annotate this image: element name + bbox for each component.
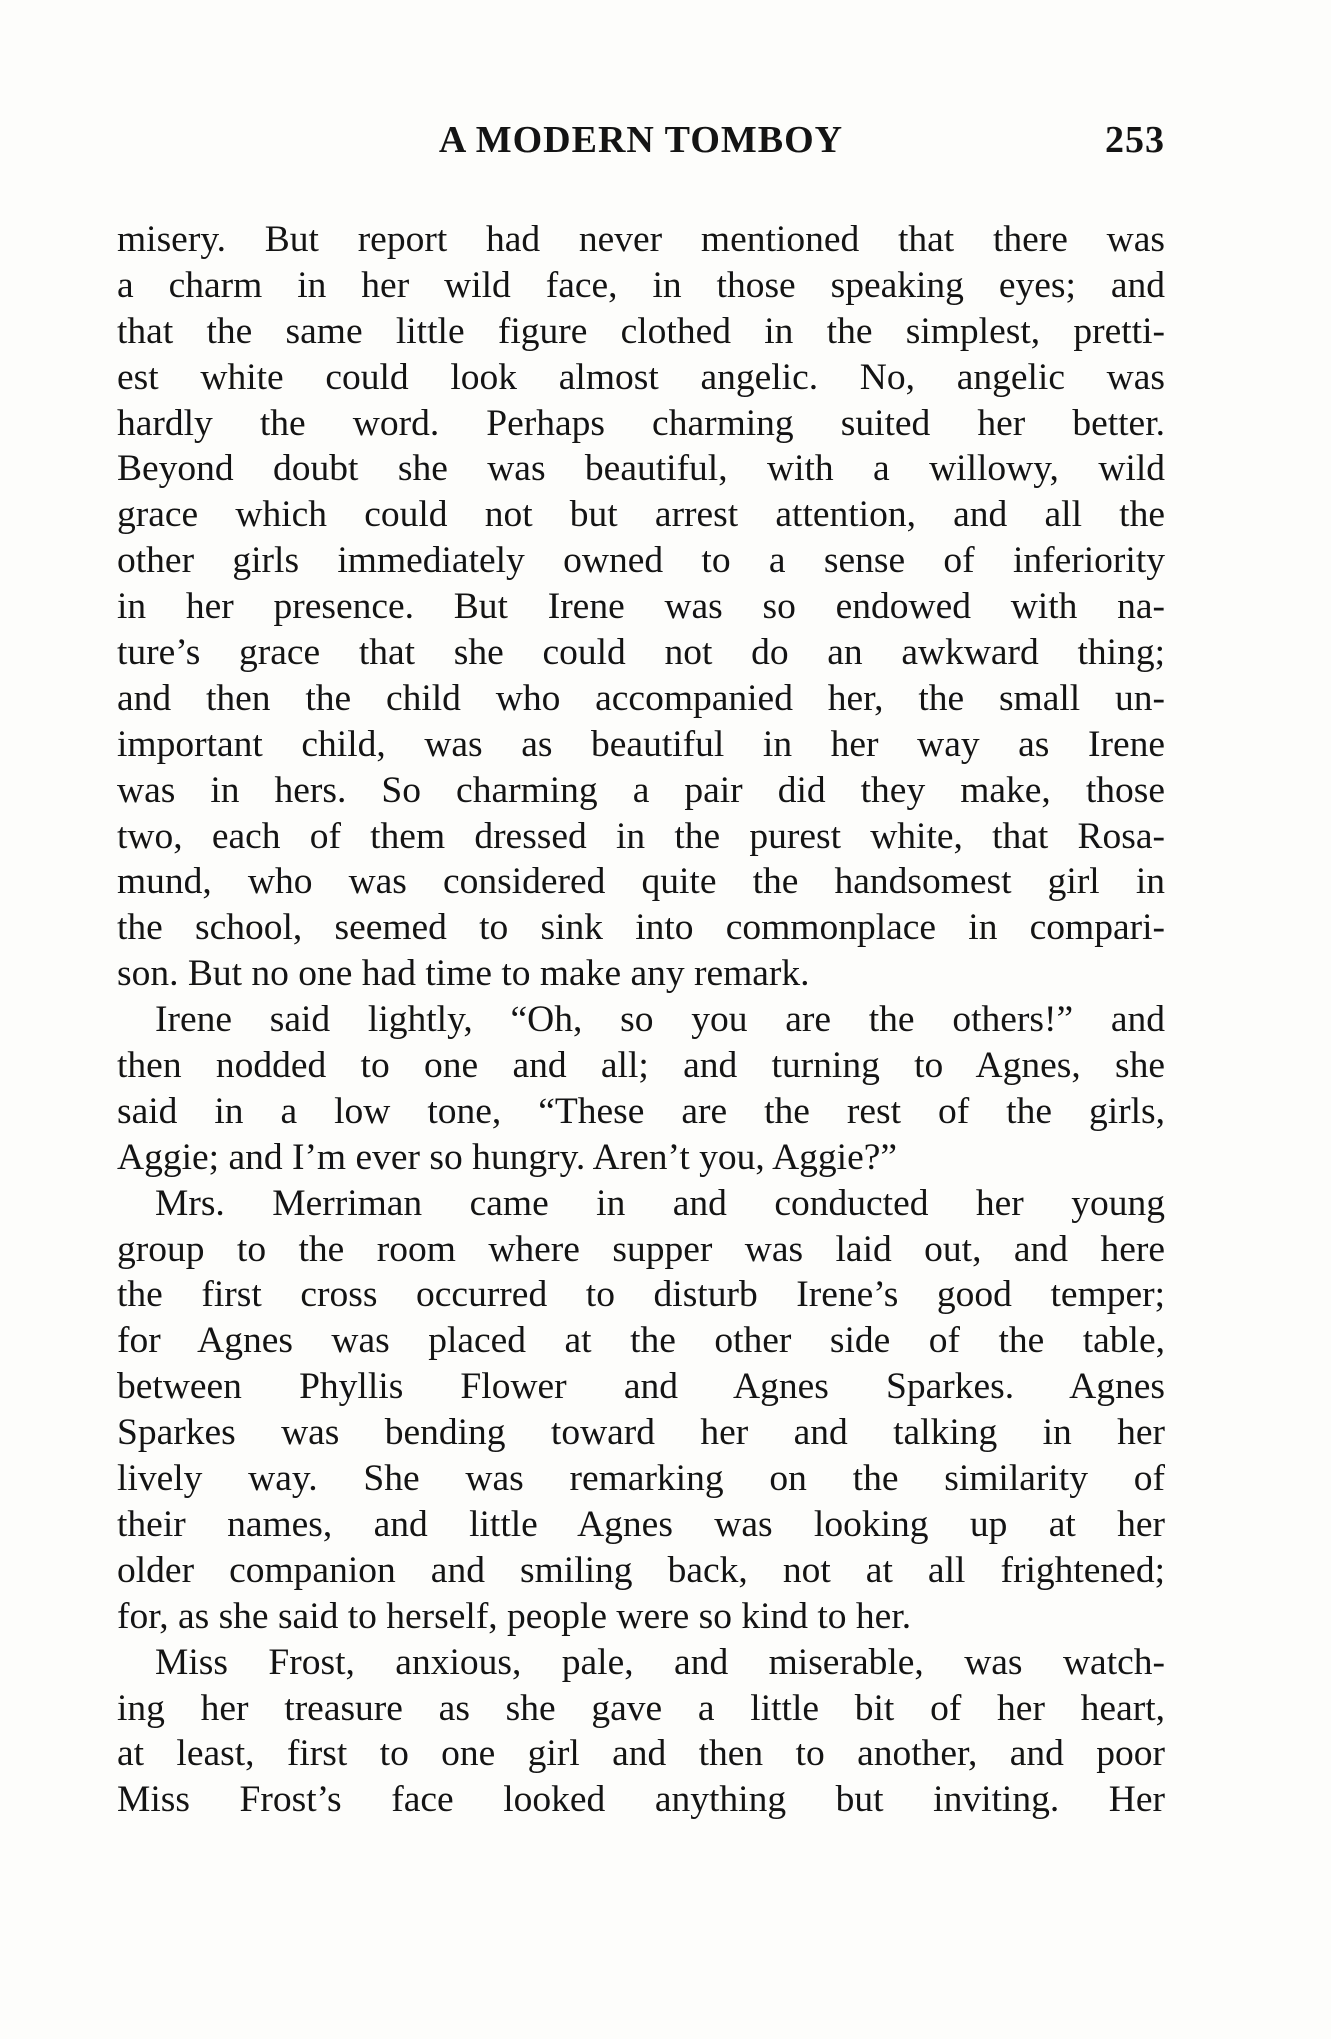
text-line: was in hers. So charming a pair did they make, those [117,769,1165,811]
text-line: then nodded to one and all; and turning to Agnes, she [117,1045,1165,1087]
text-line: at least, first to one girl and then to another, and poor [117,1733,1165,1775]
text-line: for, as she said to herself, people were so kind to her. [117,1595,912,1637]
text-line: the school, seemed to sink into commonplace in compari- [117,907,1165,949]
text-line: lively way. She was remarking on the similarity of [117,1458,1165,1500]
text-line: Mrs. Merriman came in and conducted her young [155,1182,1165,1224]
text-line: their names, and little Agnes was looking up at her [117,1503,1165,1545]
text-line: mund, who was considered quite the handsomest girl in [117,861,1165,903]
text-line: important child, was as beautiful in her way as Irene [117,723,1165,765]
running-head [117,118,1165,170]
text-line: Sparkes was bending toward her and talking in her [117,1412,1165,1454]
text-line: est white could look almost angelic. No, angelic was [117,356,1165,398]
body-text [117,217,1165,1823]
text-line: the first cross occurred to disturb Irene’s good temper; [117,1274,1165,1316]
text-line: ture’s grace that she could not do an awkward thing; [117,632,1165,674]
text-line: grace which could not but arrest attention, and all the [117,494,1165,536]
text-line: between Phyllis Flower and Agnes Sparkes. Agnes [117,1366,1165,1408]
text-line: Miss Frost’s face looked anything but inviting. Her [117,1779,1165,1821]
text-line: misery. But report had never mentioned that there was [117,219,1165,260]
text-line: in her presence. But Irene was so endowed with na- [117,586,1165,628]
text-line: Aggie; and I’m ever so hungry. Aren’t you, Aggie?” [117,1136,898,1178]
text-line: that the same little figure clothed in the simplest, pretti- [117,310,1165,352]
text-line: hardly the word. Perhaps charming suited her better. [117,402,1165,444]
text-line: a charm in her wild face, in those speaking eyes; and [117,264,1165,306]
running-title: A MODERN TOMBOY [438,119,844,161]
text-line: two, each of them dressed in the purest white, that Rosa- [117,815,1165,857]
text-line: Miss Frost, anxious, pale, and miserable, was watch- [155,1641,1165,1683]
text-line: older companion and smiling back, not at all frightened; [117,1549,1165,1591]
text-line: and then the child who accompanied her, the small un- [117,677,1165,719]
text-line: said in a low tone, “These are the rest of the girls, [117,1090,1165,1132]
text-line: ing her treasure as she gave a little bit of her heart, [117,1687,1165,1729]
text-line: son. But no one had time to make any remark. [117,953,810,995]
text-line: other girls immediately owned to a sense of inferiority [117,540,1165,582]
text-line: group to the room where supper was laid out, and here [117,1228,1165,1270]
text-line: Beyond doubt she was beautiful, with a willowy, wild [117,448,1165,490]
page-number: 253 [1105,119,1165,161]
text-line: Irene said lightly, “Oh, so you are the others!” and [155,999,1165,1041]
text-line: for Agnes was placed at the other side of the table, [117,1320,1165,1362]
